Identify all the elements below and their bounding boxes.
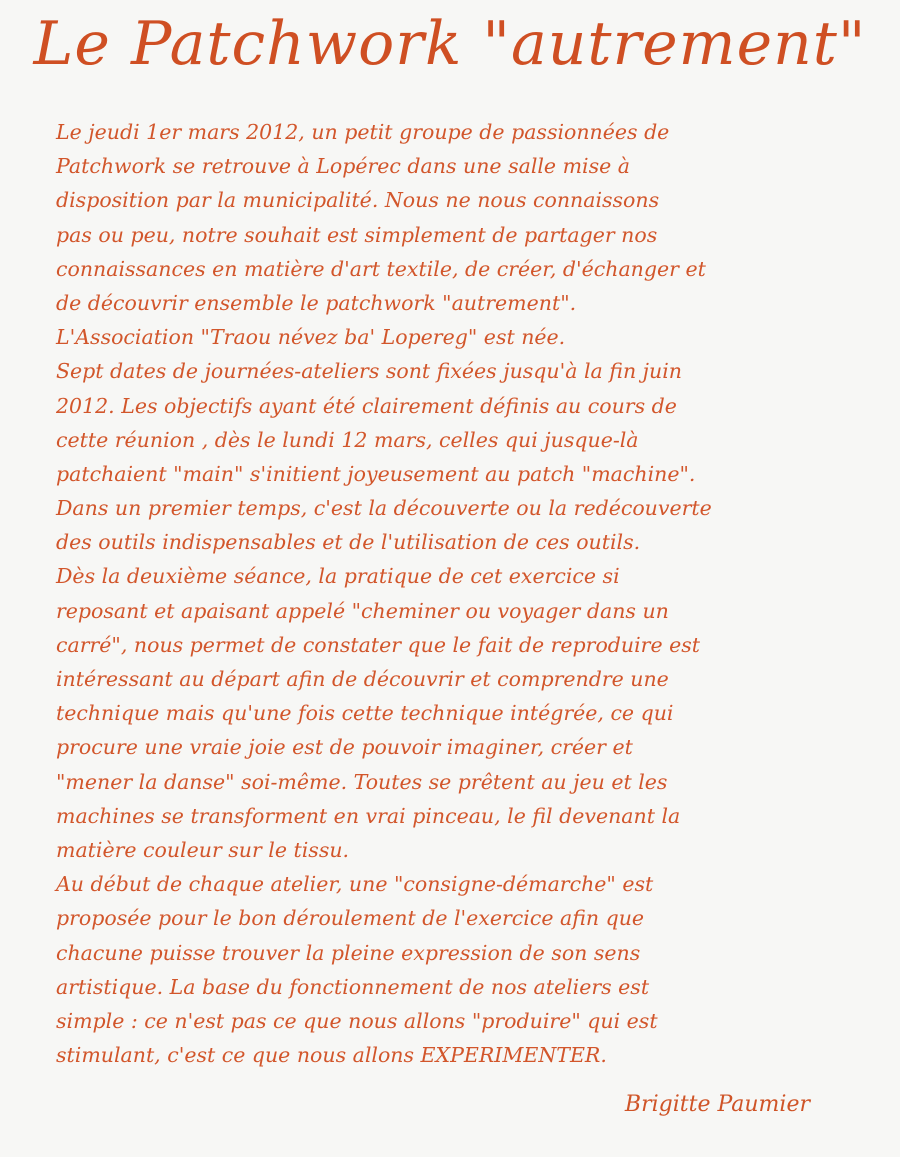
text-line: proposée pour le bon déroulement de l'exercice afin que	[56, 906, 645, 931]
text-line: Dès la deuxième séance, la pratique de cet exercice si	[56, 564, 620, 589]
text-line: carré", nous permet de constater que le fait de reproduire est	[56, 632, 701, 657]
text-line: machines se transforment en vrai pinceau, le fil devenant la	[56, 803, 681, 828]
article-body	[56, 115, 856, 1072]
text-line: Sept dates de journées-ateliers sont fixées jusqu'à la fin juin	[56, 359, 683, 384]
text-line: artistique. La base du fonctionnement de nos ateliers est	[56, 974, 650, 999]
text-line: 2012. Les objectifs ayant été clairement définis au cours de	[56, 393, 677, 418]
text-line: des outils indispensables et de l'utilisation de ces outils.	[56, 530, 641, 555]
text-line: Patchwork se retrouve à Lopérec dans une salle mise à	[56, 154, 630, 179]
text-line: disposition par la municipalité. Nous ne nous connaissons	[56, 188, 660, 213]
text-line: Dans un premier temps, c'est la découverte ou la redécouverte	[56, 496, 712, 521]
text-line: reposant et apaisant appelé "cheminer ou voyager dans un	[56, 598, 669, 623]
text-line: connaissances en matière d'art textile, de créer, d'échanger et	[56, 256, 706, 281]
text-line: chacune puisse trouver la pleine expression de son sens	[56, 940, 641, 965]
text-line: technique mais qu'une fois cette technique intégrée, ce qui	[56, 701, 674, 726]
text-line: matière couleur sur le tissu.	[56, 837, 350, 862]
text-line: intéressant au départ afin de découvrir et comprendre une	[56, 667, 669, 691]
text-line: de découvrir ensemble le patchwork "autrement".	[56, 290, 577, 315]
text-line: patchaient "main" s'initient joyeusement au patch "machine".	[56, 461, 696, 486]
text-line: stimulant, c'est ce que nous allons EXPERIMENTER.	[56, 1043, 607, 1068]
text-line: procure une vraie joie est de pouvoir imaginer, créer et	[56, 735, 633, 760]
text-line: Au début de chaque atelier, une "consigne-démarche" est	[56, 872, 654, 897]
text-line: pas ou peu, notre souhait est simplement de partager nos	[56, 222, 658, 247]
text-line: L'Association "Traou névez ba' Lopereg" est née.	[56, 325, 566, 350]
text-line: "mener la danse" soi-même. Toutes se prêtent au jeu et les	[56, 769, 668, 794]
author-signature: Brigitte Paumier	[624, 1092, 810, 1117]
text-line: simple : ce n'est pas ce que nous allons "produire" qui est	[56, 1008, 658, 1033]
text-line: cette réunion , dès le lundi 12 mars, celles qui jusque-là	[56, 427, 639, 452]
text-line: Le jeudi 1er mars 2012, un petit groupe de passionnées de	[56, 120, 670, 144]
page-title: Le Patchwork "autrement"	[33, 9, 867, 79]
